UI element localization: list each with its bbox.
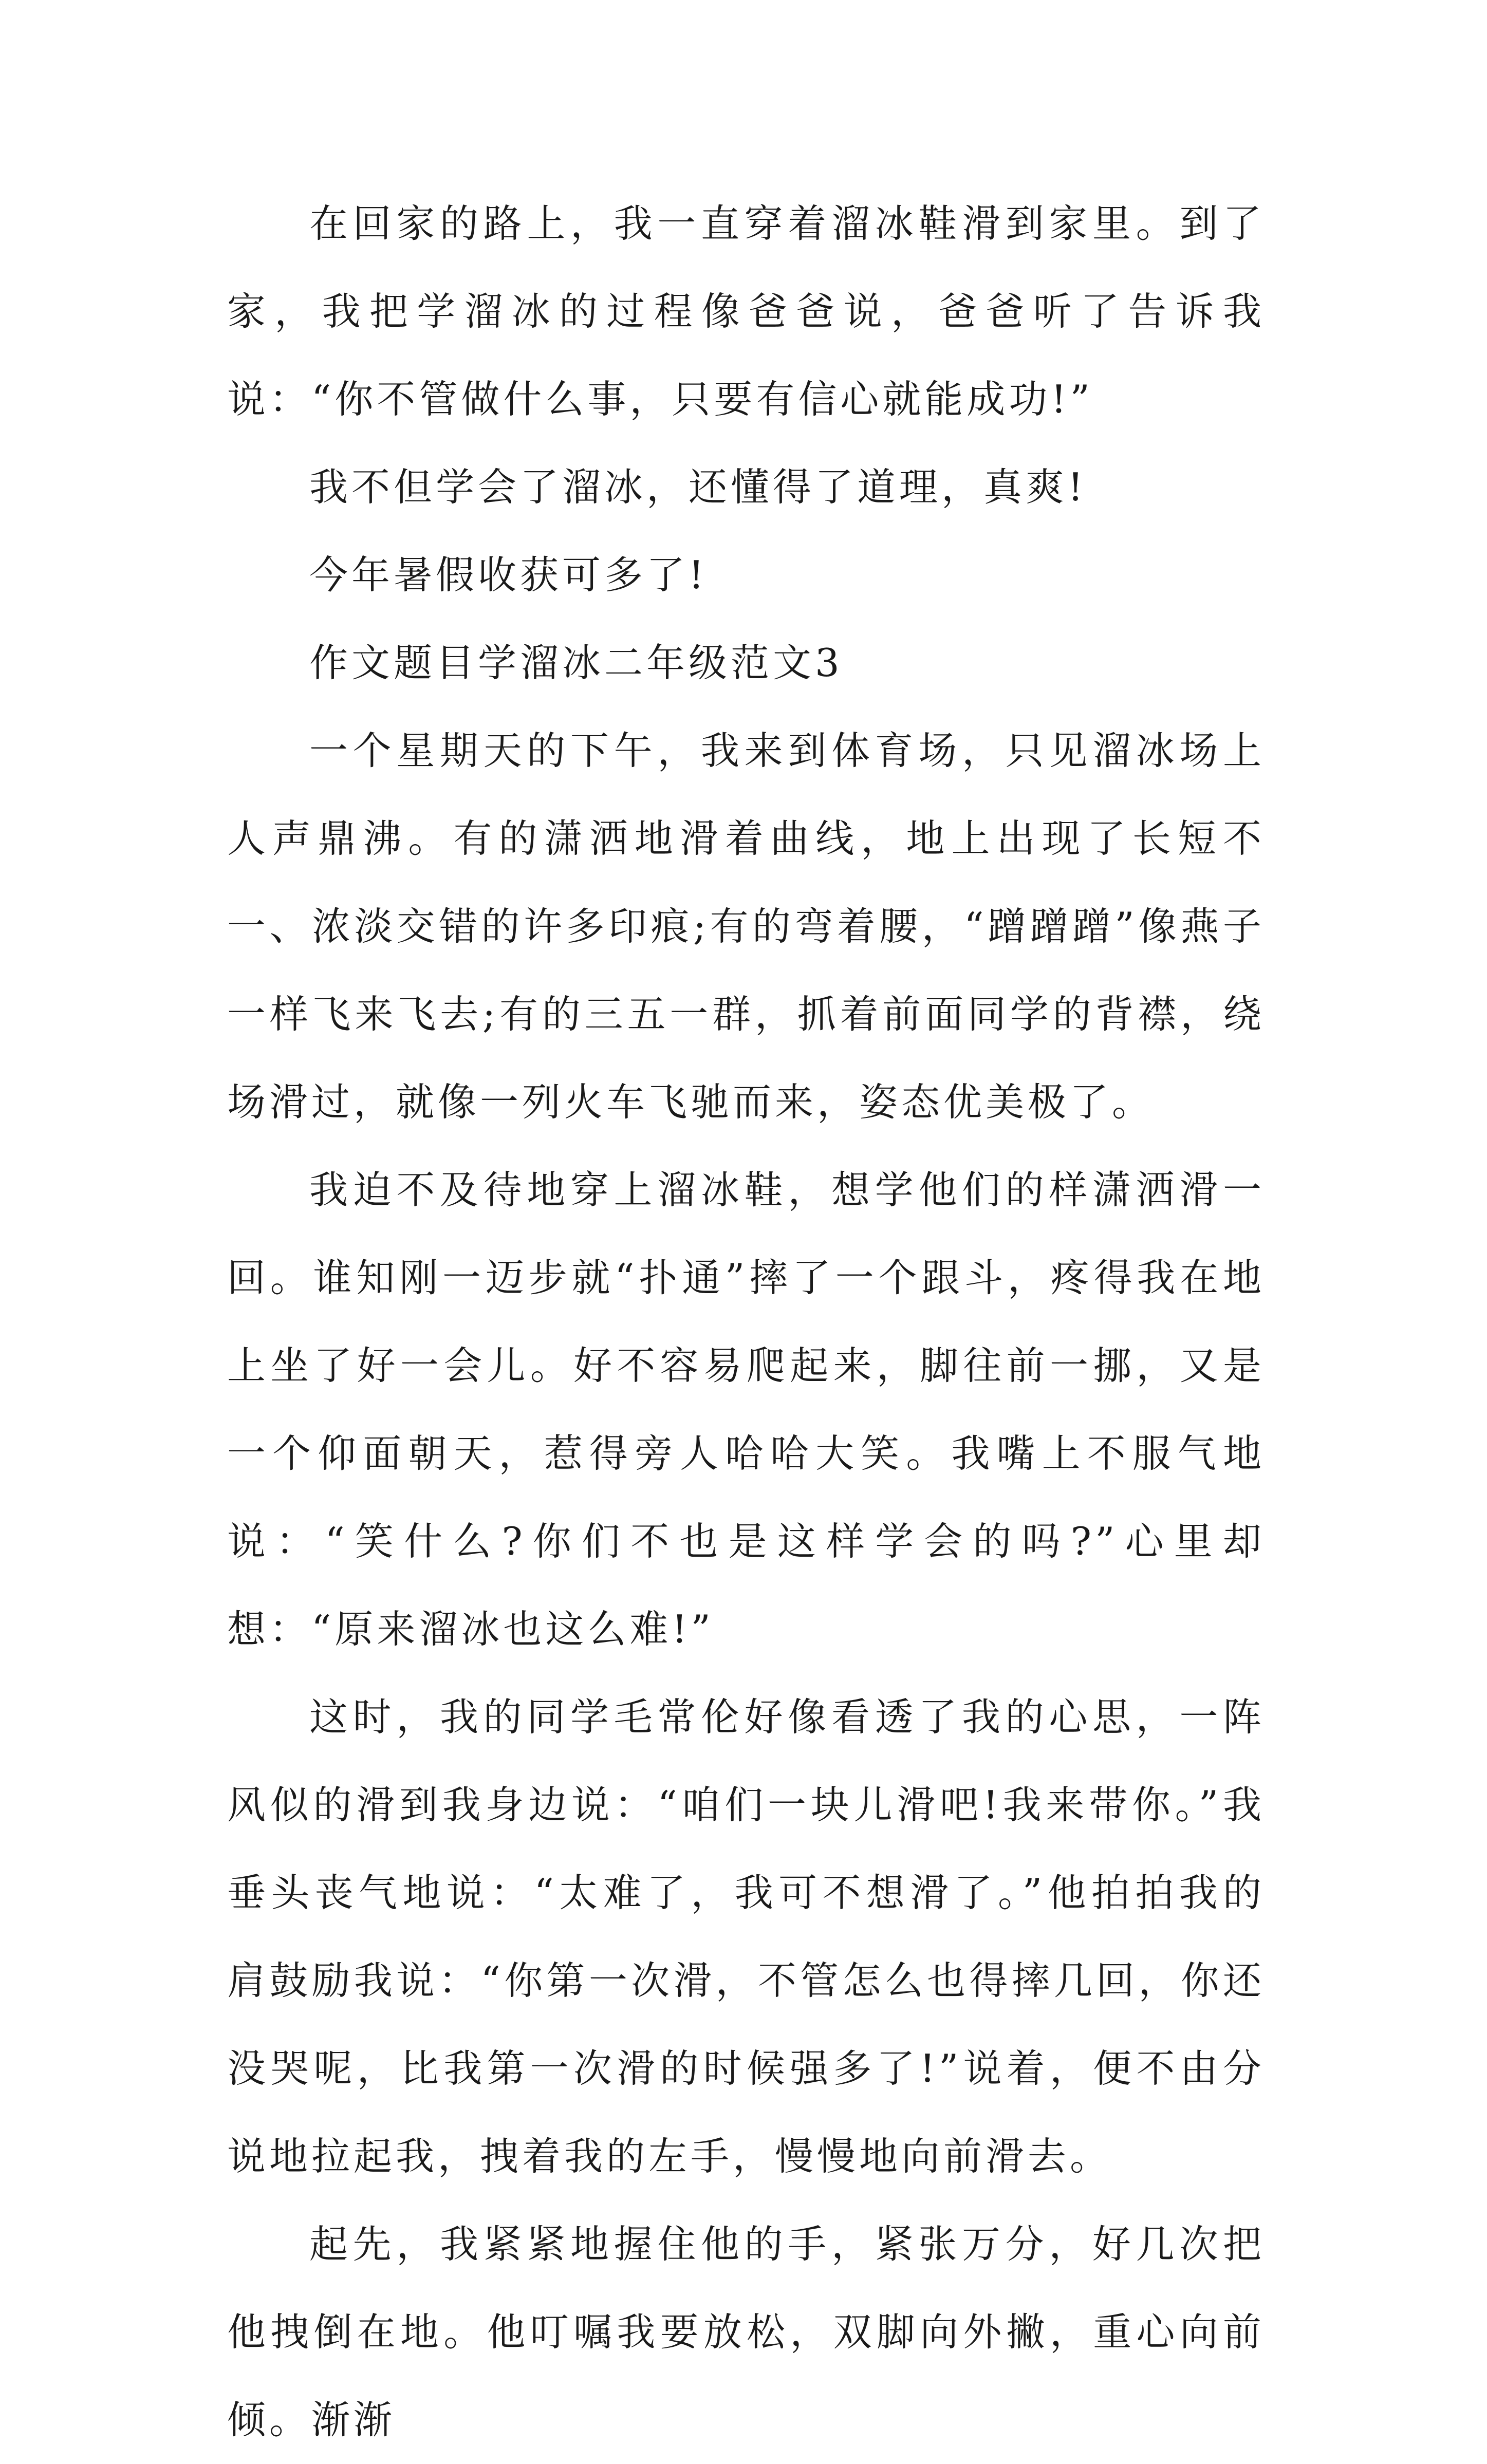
document-body <box>227 180 1265 2464</box>
paragraph-classmate-help: 这时，我的同学毛常伦好像看透了我的心思，一阵风似的滑到我身边说：“咱们一块儿滑吧!我来带你。”我垂头丧气地说：“太难了，我可不想滑了。”他拍拍我的肩鼓励我说：“你第一次滑，不管怎么也得摔几回，你还没哭呢，比我第一次滑的时候强多了!”说着，便不由分说地拉起我，拽着我的左手，慢慢地向前滑去。 <box>227 1694 1265 2179</box>
paragraph-at-first: 起先，我紧紧地握住他的手，紧张万分，好几次把他拽倒在地。他叮嘱我要放松，双脚向外撇，重心向前倾。渐渐 <box>227 2222 1265 2442</box>
paragraph-learned-skating: 我不但学会了溜冰，还懂得了道理，真爽! <box>309 464 1087 510</box>
paragraph-summer-harvest: 今年暑假收获可多了! <box>309 552 708 598</box>
section-heading: 作文题目学溜冰二年级范文3 <box>309 640 843 685</box>
paragraph-arrival-home: 在回家的路上，我一直穿着溜冰鞋滑到家里。到了家，我把学溜冰的过程像爸爸说，爸爸听了告诉我说：“你不管做什么事，只要有信心就能成功!” <box>227 201 1265 422</box>
paragraph-sunday-rink: 一个星期天的下午，我来到体育场，只见溜冰场上人声鼎沸。有的潇洒地滑着曲线，地上出现了长短不一、浓淡交错的许多印痕;有的弯着腰，“蹭蹭蹭”像燕子一样飞来飞去;有的三五一群，抓着前面同学的背襟，绕场滑过，就像一列火车飞驰而来，姿态优美极了。 <box>227 728 1265 1125</box>
paragraph-first-attempt: 我迫不及待地穿上溜冰鞋，想学他们的样潇洒滑一回。谁知刚一迈步就“扑通”摔了一个跟斗，疼得我在地上坐了好一会儿。好不容易爬起来，脚往前一挪，又是一个仰面朝天，惹得旁人哈哈大笑。我嘴上不服气地说：“笑什么?你们不也是这样学会的吗?”心里却想：“原来溜冰也这么难!” <box>227 1167 1265 1652</box>
